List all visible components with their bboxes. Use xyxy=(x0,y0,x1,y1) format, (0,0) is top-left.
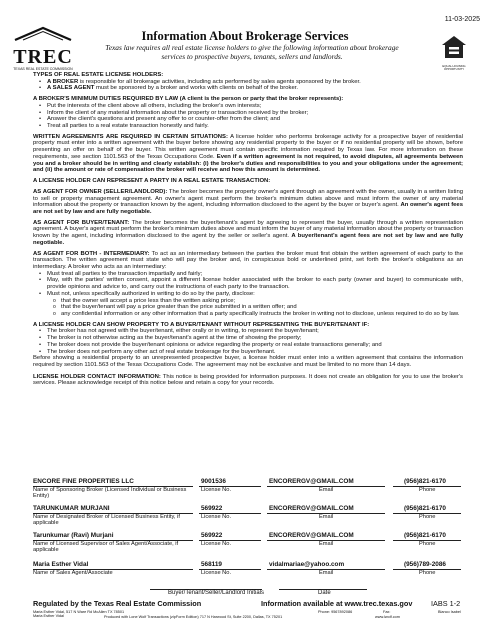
list-item: • Treat all parties to a real estate transaction honestly and fairly. xyxy=(47,123,463,130)
list-item: • The broker is not otherwise acting as the buyer/tenant's agent at the time of showing the property; xyxy=(47,335,463,342)
license-number-field[interactable]: 9001536 xyxy=(201,478,226,485)
list-item: • Answer the client's questions and present any offer to or counter-offer from the client; and xyxy=(47,116,463,123)
intermediary-list xyxy=(33,271,463,318)
show-property-list xyxy=(33,328,463,355)
field-label: License No. xyxy=(201,541,232,547)
footer-agent-name: Maria Esther Vidal xyxy=(33,614,64,619)
agent-name-field[interactable]: Maria Esther Vidal xyxy=(33,561,89,568)
list-item: • Put the interests of the client above all others, including the broker's own interests; xyxy=(47,103,463,110)
contact-row-sales-agent xyxy=(33,561,463,585)
broker-name-field[interactable]: ENCORE FINE PROPERTIES LLC xyxy=(33,478,134,485)
email-field[interactable]: ENCORERGV@GMAIL.COM xyxy=(269,505,354,512)
field-label: Phone xyxy=(419,487,436,493)
footer-produced-with: Produced with Lone Wolf Transactions (zipForm Edition) 717 N Harwood St, Suite 2200, Dallas, TX 75201 xyxy=(104,615,283,619)
contact-table xyxy=(33,478,463,584)
regulated-by-text: Regulated by the Texas Real Estate Commission xyxy=(33,599,202,608)
sublist-item: o any confidential information or any other information that a party specifically instructs the broker in writing not to disclose, unless required to do so by law. xyxy=(61,311,463,318)
field-label: Email xyxy=(319,514,334,520)
field-label: Name of Licensed Supervisor of Sales Agent/Associate, if applicable xyxy=(33,541,179,554)
sublist-item: o that the buyer/tenant will pay a price greater than the price submitted in a written offer; and xyxy=(61,304,463,311)
broker-name-field[interactable]: TARUNKUMAR MURJANI xyxy=(33,505,110,512)
footer-fax: Fax: xyxy=(383,610,391,614)
list-item: • The broker does not provide the buyer/tenant opinions or advice regarding the property or real estate transactions generally; and xyxy=(47,342,463,349)
disclose-sublist xyxy=(47,298,463,318)
field-label: Phone xyxy=(419,570,436,576)
unrepresented-buyer-paragraph: Before showing a residential property to an unrepresented prospective buyer, a license holder must enter into a written agreement that contains the information required by section 1101.563 of the Texas Occupations Code. The agreement may not be exclusive and must be limited to no more than 14 days. xyxy=(33,355,463,369)
license-number-field[interactable]: 569922 xyxy=(201,505,223,512)
initials-label: Buyer/Tenant/Seller/Landlord Initials xyxy=(168,590,265,596)
contact-info-paragraph: LICENSE HOLDER CONTACT INFORMATION: This notice is being provided for information purposes. It does not create an obligation for you to use the broker's services. Please acknowledge receipt of this notice below and retain a copy for your records. xyxy=(33,373,463,387)
field-label: Name of Designated Broker of Licensed Business Entity, if applicable xyxy=(33,514,180,527)
document-body xyxy=(33,72,463,387)
intro-text: Texas law requires all real estate license holders to give the following information about brokerage services to prospective buyers, tenants, sellers and landlords. xyxy=(105,43,399,61)
written-agreements-paragraph: WRITTEN AGREEMENTS ARE REQUIRED IN CERTAIN SITUATIONS: A license holder who performs brokerage activity for a prospective buyer of residential property must enter into a written agreement with the buyer before showing any residential property to the buyer or if no residential property will be shown, before presenting an offer on behalf of the buyer. This written agreement must contain specific information required by Texas law. For more information on these requirements, see section 1101.563 of the Texas Occupations Code. Even if a written agreement is not required, to avoid disputes, all agreements between you and a broker should be in writing and clearly establish: (i) the broker's duties and responsibilities to you and your obligations under the agreement; and (ii) the amount or rate of compensation the broker will receive and how this amount is determined. xyxy=(33,133,463,174)
logo-subtext: TEXAS REAL ESTATE COMMISSION xyxy=(13,67,73,71)
field-label: License No. xyxy=(201,514,232,520)
agent-for-owner-paragraph: AS AGENT FOR OWNER (SELLER/LANDLORD): The broker becomes the property owner's agent through an agreement with the owner, usually in a written listing to sell or property management agreement. An owner's agent must perform the broker's minimum duties above and must inform the owner of any material information about the property or transaction known by the agent, including information disclosed to the agent by the buyer or buyer's agent. An owner's agent fees are not set by law and are fully negotiable. xyxy=(33,188,463,215)
info-available-text: Information available at www.trec.texas.gov xyxy=(261,599,413,608)
email-field[interactable]: ENCORERGV@GMAIL.COM xyxy=(269,532,354,539)
section-title-represent: A LICENSE HOLDER CAN REPRESENT A PARTY IN A REAL ESTATE TRANSACTION: xyxy=(33,178,271,185)
email-field[interactable]: ENCORERGV@GMAIL.COM xyxy=(269,478,354,485)
intermediary-paragraph: AS AGENT FOR BOTH - INTERMEDIARY: To act as an intermediary between the parties the broker must first obtain the written agreement of each party to the transaction. The written agreement must state who will pay the broker and, in conspicuous bold or underlined print, set forth the broker's obligations as an intermediary. A broker who acts as an intermediary: xyxy=(33,250,463,270)
equal-housing-text: EQUAL HOUSING OPPORTUNITY xyxy=(442,64,466,71)
field-label: Phone xyxy=(419,541,436,547)
list-item: • Must treat all parties to the transaction impartially and fairly; xyxy=(47,271,463,278)
list-item: • Must not, unless specifically authorized in writing to do so by the party, disclose: o that the owner will accept a price less than the written asking price; o that the buyer/tenant will pay a price greater than the price submitted in a written offer; and o any confidential information or any other information that a party specifically instructs the broker in writing not to disclose, unless required to do so by law. xyxy=(47,291,463,318)
page-title: Information About Brokerage Services xyxy=(141,29,349,43)
contact-row-licensed-supervisor xyxy=(33,532,463,556)
footer-client-name: Blanco Isabel xyxy=(438,610,461,614)
field-label: License No. xyxy=(201,570,232,576)
contact-row-designated-broker xyxy=(33,505,463,529)
phone-field[interactable]: (956)821-6170 xyxy=(404,505,446,512)
license-types-list xyxy=(33,79,463,92)
section-title-license-types: TYPES OF REAL ESTATE LICENSE HOLDERS: xyxy=(33,72,164,78)
field-label: License No. xyxy=(201,487,232,493)
supervisor-name-field[interactable]: Tarunkumar (Ravi) Murjani xyxy=(33,532,114,539)
field-label: Email xyxy=(319,541,334,547)
list-item: • Inform the client of any material information about the property or transaction received by the broker; xyxy=(47,110,463,117)
form-id: IABS 1-2 xyxy=(431,599,461,608)
footer-phone: Phone: 9567892086 xyxy=(318,610,353,614)
license-number-field[interactable]: 568119 xyxy=(201,561,222,568)
list-item: • A SALES AGENT must be sponsored by a broker and works with clients on behalf of the broker. xyxy=(47,85,463,92)
field-label: Email xyxy=(319,487,334,493)
list-item: • The broker does not perform any other act of real estate brokerage for the buyer/tenant. xyxy=(47,349,463,356)
field-label: Email xyxy=(319,570,334,576)
list-item: • May, with the parties' written consent, appoint a different license holder associated with the broker to each party (owner and buyer) to communicate with, provide opinions and advice to, and carry out the instructions of each party to the transaction. xyxy=(47,277,463,290)
logo-text: TREC xyxy=(13,46,73,68)
phone-field[interactable]: (956)789-2086 xyxy=(404,561,446,568)
field-label: Name of Sponsoring Broker (Licensed Individual or Business Entity) xyxy=(33,487,187,500)
list-item: • A BROKER is responsible for all brokerage activities, including acts performed by sales agents sponsored by the broker. xyxy=(47,79,463,86)
contact-row-sponsoring-broker xyxy=(33,478,463,502)
agent-for-buyer-paragraph: AS AGENT FOR BUYER/TENANT: The broker becomes the buyer/tenant's agent by agreeing to represent the buyer, usually through a written representation agreement. A buyer's agent must perform the broker's minimum duties above and must inform the buyer of any material information about the property or transaction known by the agent, including information disclosed to the agent by the seller or seller's agent. A buyer/tenant's agent fees are not set by law and are fully negotiable. xyxy=(33,219,463,246)
phone-field[interactable]: (956)821-6170 xyxy=(404,532,446,539)
section-title-minimum-duties: A BROKER'S MINIMUM DUTIES REQUIRED BY LAW (A client is the person or party that the broker represents): xyxy=(33,96,344,103)
trec-logo xyxy=(9,26,77,71)
list-item: • The broker has not agreed with the buyer/tenant, either orally or in writing, to represent the buyer/tenant; xyxy=(47,328,463,335)
phone-field[interactable]: (956)821-6170 xyxy=(404,478,446,485)
form-date: 11-03-2025 xyxy=(444,16,480,23)
footer-website-link[interactable]: www.lwolf.com xyxy=(375,615,400,619)
email-field[interactable]: vidalmariae@yahoo.com xyxy=(269,561,345,568)
equal-housing-logo xyxy=(439,34,469,71)
field-label: Phone xyxy=(419,514,436,520)
date-label: Date xyxy=(318,590,331,596)
equal-housing-icon xyxy=(439,34,469,60)
sublist-item: o that the owner will accept a price less than the written asking price; xyxy=(61,298,463,305)
field-label: Name of Sales Agent/Associate xyxy=(33,570,113,576)
section-title-show-property: A LICENSE HOLDER CAN SHOW PROPERTY TO A BUYER/TENANT WITHOUT REPRESENTING THE BUYER/TENANT IF: xyxy=(33,321,370,328)
license-number-field[interactable]: 569922 xyxy=(201,532,223,539)
house-roof-icon xyxy=(9,26,77,42)
minimum-duties-list xyxy=(33,103,463,130)
footer-agent-address: Maria Esther Vidal, 517 N Ware Rd McAllen TX 78501 xyxy=(33,610,125,614)
